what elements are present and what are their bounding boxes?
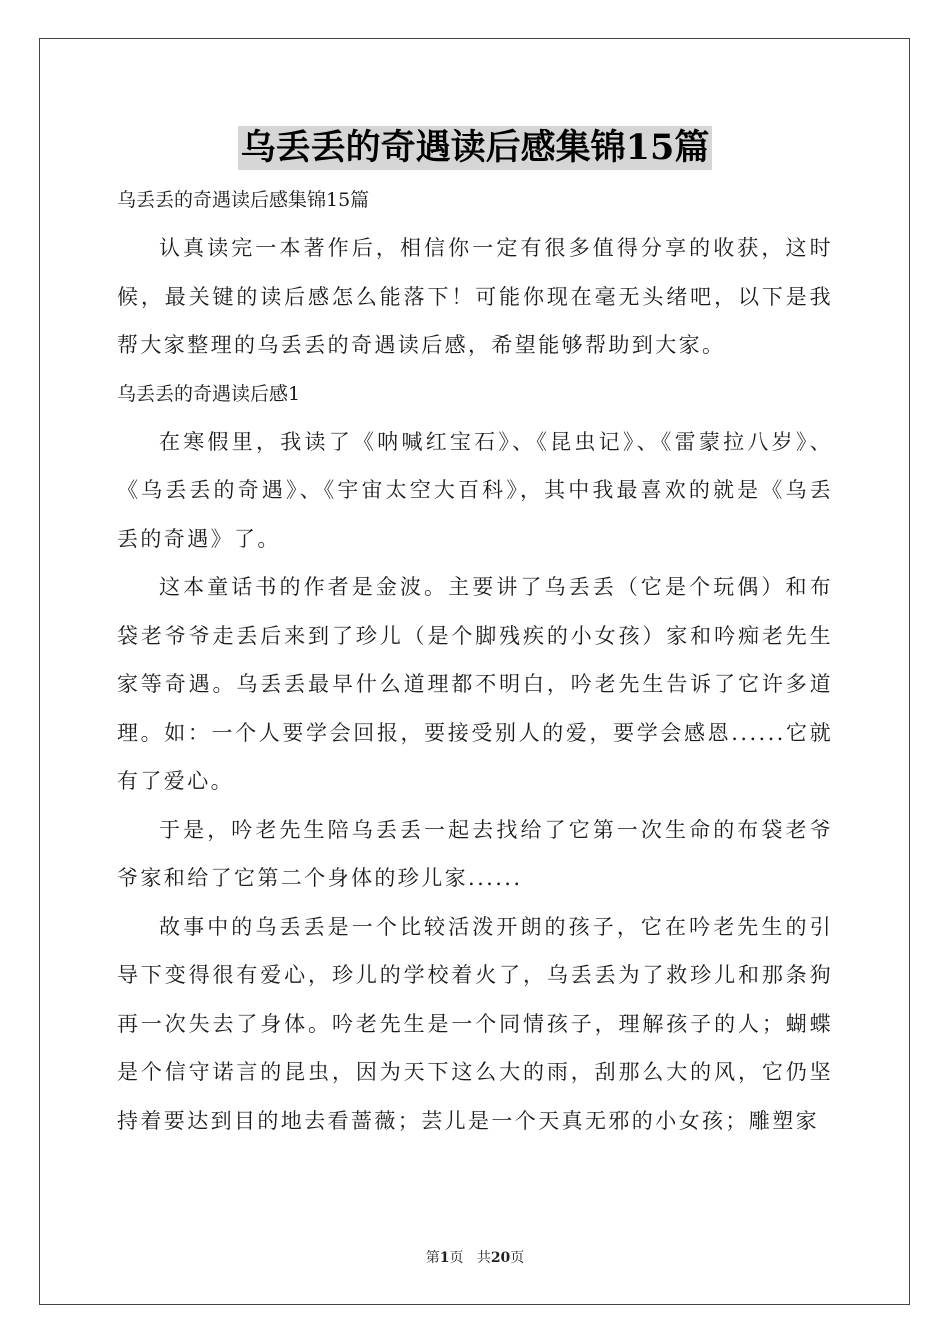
- body-paragraph-4: 故事中的乌丢丢是一个比较活泼开朗的孩子，它在吟老先生的引导下变得很有爱心，珍儿的学校着火了，乌丢丢为了救珍儿和那条狗再一次失去了身体。吟老先生是一个同情孩子，理解孩子的人；蝴蝶是个信守诺言的昆虫，因为天下这么大的雨，刮那么大的风，它仍坚持着要达到目的地去看蔷薇；芸儿是一个天真无邪的小女孩；雕塑家: [117, 914, 833, 1133]
- body-paragraph-3: 于是，吟老先生陪乌丢丢一起去找给了它第一次生命的布袋老爷爷家和给了它第二个身体的珍儿家......: [117, 817, 833, 890]
- total-pages: 20: [490, 1250, 511, 1266]
- total-suffix: 页: [510, 1250, 525, 1266]
- page-prefix: 第: [425, 1250, 440, 1266]
- intro-paragraph: 认真读完一本著作后，相信你一定有很多值得分享的收获，这时候，最关键的读后感怎么能落下！可能你现在毫无头绪吧，以下是我帮大家整理的乌丢丢的奇遇读后感，希望能够帮助到大家。: [117, 236, 833, 357]
- document-subtitle: 乌丢丢的奇遇读后感集锦15篇: [117, 189, 370, 211]
- body-paragraph-1: 在寒假里，我读了《呐喊红宝石》、《昆虫记》、《雷蒙拉八岁》、《乌丢丢的奇遇》、《宇宙太空大百科》，其中我最喜欢的就是《乌丢丢的奇遇》了。: [117, 429, 833, 551]
- total-prefix: 共: [476, 1250, 491, 1266]
- document-body: [117, 176, 833, 1145]
- title-container: [0, 126, 950, 170]
- document-title: 乌丢丢的奇遇读后感集锦15篇: [238, 126, 713, 170]
- page-number: 1: [439, 1250, 450, 1266]
- body-paragraph-2: 这本童话书的作者是金波。主要讲了乌丢丢（它是个玩偶）和布袋老爷爷走丢后来到了珍儿（是个脚残疾的小女孩）家和吟痴老先生家等奇遇。乌丢丢最早什么道理都不明白，吟老先生告诉了它许多道理。如：一个人要学会回报，要接受别人的爱，要学会感恩......它就有了爱心。: [117, 575, 833, 793]
- page-footer: [0, 1247, 950, 1267]
- page-suffix: 页: [449, 1250, 464, 1266]
- section-heading: 乌丢丢的奇遇读后感1: [117, 382, 301, 405]
